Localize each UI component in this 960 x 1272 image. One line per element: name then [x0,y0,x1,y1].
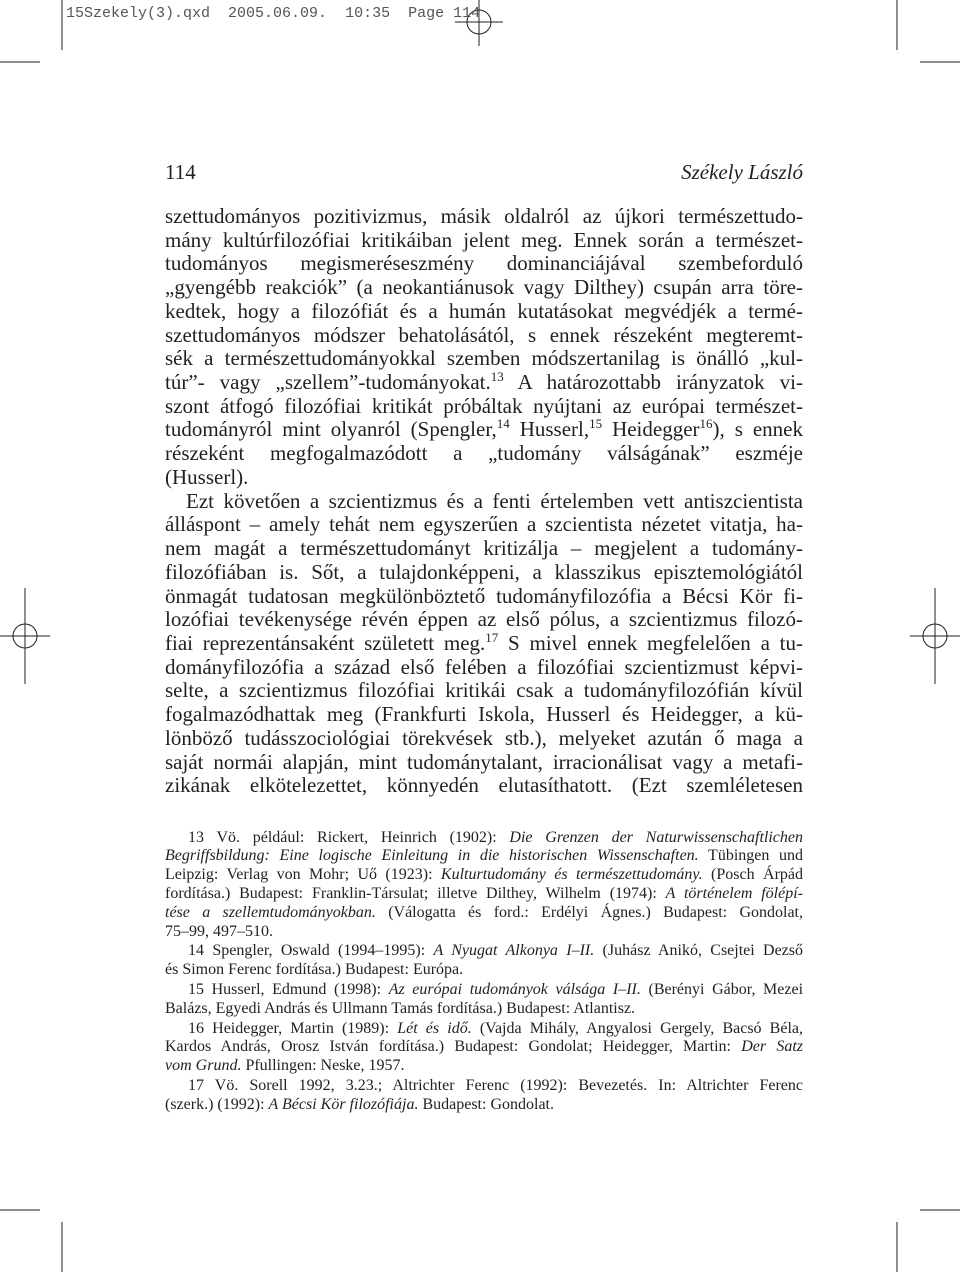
text-line [165,585,803,609]
text-line [165,1057,803,1076]
italic-text: Az európai tudományok válsága I–II. [388,980,641,998]
text-run: Budapest: Gondolat. [418,1095,554,1113]
text-run: önmagát tudatosan megkülönböztető tudományfilozófia a Bécsi Kör fi- [165,583,803,608]
text-line [165,537,803,561]
footnote-reference: 17 [485,629,499,645]
text-run: kedtek, hogy a filozófiát és a humán kutatásokat megvédjék a termé- [165,298,803,323]
text-run: Heidegger, Martin (1989): [212,1019,398,1037]
footnote-number: 14 [188,942,204,960]
text-line [165,656,803,680]
text-run: (Vajda Mihály, Angyalosi Gergely, Bacsó Béla, [471,1019,803,1037]
text-run: tudományos megismeréseszmény dominanciájával szembeforduló [165,251,803,276]
slug-file-name: 15Szekely(3).qxd [66,5,211,22]
text-run: dományfilozófia a század első felében a filozófiai szcientizmust képvi- [165,654,803,679]
text-run: Ezt követően a szcientizmus és a fenti értelemben vett antiszcientista [186,488,803,513]
text-run: és Simon Ferenc fordítása.) Budapest: Európa. [165,961,464,979]
page-number: 114 [165,160,196,184]
text-run: Heidegger [602,417,700,442]
body-paragraph-continued [165,205,803,490]
text-line [165,252,803,276]
footnote [165,829,803,942]
slug-page: Page 114 [408,5,481,22]
text-line [165,981,803,1000]
footnote-number: 15 [188,980,204,998]
text-run: saját normái alapján, mint tudománytalant, irracionálisat vagy a metafi- [165,749,803,774]
text-line [165,276,803,300]
text-run: (Válogatta és ford.: Erdélyi Ágnes.) Budapest: Gondolat, [375,903,804,921]
body-text [165,205,803,798]
registration-mark-left [0,588,50,684]
footnote-reference: 14 [496,416,510,432]
crop-mark-top-left [0,0,62,62]
text-line [165,703,803,727]
text-run: Spengler, Oswald (1994–1995): [212,942,434,960]
text-run: Vö. Sorell 1992, 3.23.; Altrichter Ferenc (1992): Bevezetés. In: Altrichter Ferenc [214,1076,803,1094]
text-line [165,885,803,904]
text-line [165,1077,803,1096]
text-line [165,395,803,419]
text-line [165,513,803,537]
text-line [165,751,803,775]
italic-text: A Nyugat Alkonya I–II. [433,942,595,960]
text-line [165,442,803,466]
text-line [165,1000,803,1019]
footnotes [165,829,803,1115]
text-run: selte, a szcientizmus filozófiai kritikái csak a tudományfilozófián kívül [165,678,803,703]
italic-text: vom Grund. [165,1057,242,1075]
text-line [165,961,803,980]
text-line [165,418,803,442]
text-run: részeként megfogalmazódott a „tudomány válságának” eszméje [165,441,803,466]
text-run: Husserl, Edmund (1998): [211,980,389,998]
text-line [165,324,803,348]
text-run: fogalmazódhattak meg (Frankfurti Iskola, Husserl és Heidegger, a kü- [165,702,803,727]
text-line [165,679,803,703]
footnote [165,942,803,980]
text-line [165,727,803,751]
text-run: nem magát a természettudományt kritizálja – megjelent a tudomány- [165,536,803,561]
text-line [165,466,803,490]
footnote-number: 16 [188,1019,204,1037]
text-run: (Husserl). [165,464,249,489]
text-run: zikának elkötelezettet, könnyedén elutasíthatott. (Ezt szemléletesen [165,773,803,798]
text-run: (Posch Árpád [702,866,803,884]
text-line [165,205,803,229]
text-line [165,942,803,961]
text-run: 75–99, 497–510. [165,922,273,940]
footnote-number: 17 [188,1076,204,1094]
slug-date: 2005.06.09. [228,5,328,22]
text-run: lönböző tudásszociológiai törekvések stb.), melyeket azután ő maga a [165,725,803,750]
crop-mark-top-right [897,0,960,62]
text-run: tudományról mint olyanról (Spengler, [165,417,497,442]
footnote [165,1020,803,1076]
text-run: szettudományos pozitivizmus, másik oldalról az újkori természettudo- [165,204,803,228]
text-line [165,300,803,324]
text-run: Pfullingen: Neske, 1957. [241,1057,405,1075]
text-line [165,923,803,942]
text-run: A határozottabb irányzatok vi- [503,370,803,395]
text-run: Vö. például: Rickert, Heinrich (1902): [216,828,510,846]
text-run: Tübingen und [698,847,804,865]
italic-text: A Bécsi Kör filozófiája. [268,1095,419,1113]
text-line [165,561,803,585]
footnote [165,1077,803,1115]
text-run: (szerk.) (1992): [165,1095,269,1113]
text-run: fiai reprezentánsaként született meg. [165,630,486,655]
body-paragraph [165,490,803,798]
text-line [165,1096,803,1115]
text-line [165,904,803,923]
text-run: Leipzig: Verlag von Mohr; Uő (1923): [165,866,441,884]
footnote [165,981,803,1019]
text-line [165,490,803,514]
italic-text: Kulturtudomány és természettudomány. [440,866,703,884]
italic-text: Der Satz [741,1038,804,1056]
text-line [165,829,803,848]
text-line [165,866,803,885]
crop-mark-bottom-left [0,1210,62,1272]
text-line [165,629,803,656]
footnote-reference: 16 [699,416,713,432]
slug-time: 10:35 [345,5,391,22]
text-run: fordítása.) Budapest: Franklin-Társulat; illetve Dilthey, Wilhelm (1974): [165,884,666,902]
text-run: Kardos András, Orosz István fordítása.) Budapest: Gondolat; Heidegger, Martin: [165,1038,742,1056]
italic-text: Begriffsbildung: Eine logische Einleitung in die historischen Wissenschaften. [165,847,699,865]
text-run: álláspont – amely tehát nem egyszerűen a szcientista nézetet vitatja, ha- [165,512,803,537]
footnote-reference: 13 [490,369,504,385]
text-run: Husserl, [509,417,590,442]
italic-text: A történelem fölépí- [665,884,803,902]
footnote-number: 13 [188,828,204,846]
text-line [165,774,803,798]
text-run: szettudományos módszer behatolásától, s ennek részeként megteremt- [165,322,803,347]
text-line [165,608,803,632]
text-run: S mivel ennek megfelelően a tu- [498,630,803,655]
text-line [165,1038,803,1057]
crop-mark-bottom-right [897,1210,960,1272]
text-line [165,371,803,395]
text-line [165,1020,803,1039]
text-run: túr”- vagy „szellem”-tudományokat. [165,370,491,395]
text-run: filozófiában is. Sőt, a tulajdonképpeni, a klasszikus episztemológiától [165,559,803,584]
running-head [165,160,803,184]
italic-text: tése a szellemtudományokban. [165,903,376,921]
text-run: ), s ennek [712,417,803,442]
text-run: mány kultúrfilozófiai kritikáiban jelent meg. Ennek során a természet- [165,227,803,252]
registration-mark-right [910,588,960,684]
print-slug [66,5,480,22]
text-line [165,347,803,371]
text-run: sék a természettudományokkal szemben módszertanilag is önálló „kul- [165,346,803,371]
text-run: (Berényi Gábor, Mezei [640,980,804,998]
text-run: „gyengébb reakciók” (a neokantiánusok vagy Dilthey) csupán arra töre- [165,275,803,300]
text-run: (Juhász Anikó, Csejtei Dezső [594,942,804,960]
italic-text: Lét és idő. [397,1019,472,1037]
footnote-reference: 15 [589,416,603,432]
text-line [165,229,803,253]
italic-text: Die Grenzen der Naturwissenschaftlichen [509,828,804,846]
running-head-author: Székely László [681,160,803,184]
text-run: Balázs, Egyedi András és Ullmann Tamás fordítása.) Budapest: Atlantisz. [165,999,636,1017]
text-line [165,847,803,866]
text-run: szont átfogó filozófiai kritikát próbáltak nyújtani az európai természet- [165,393,803,418]
text-run: lozófiai tevékenysége révén éppen az első pólus, a szcientizmus filozó- [165,607,803,632]
